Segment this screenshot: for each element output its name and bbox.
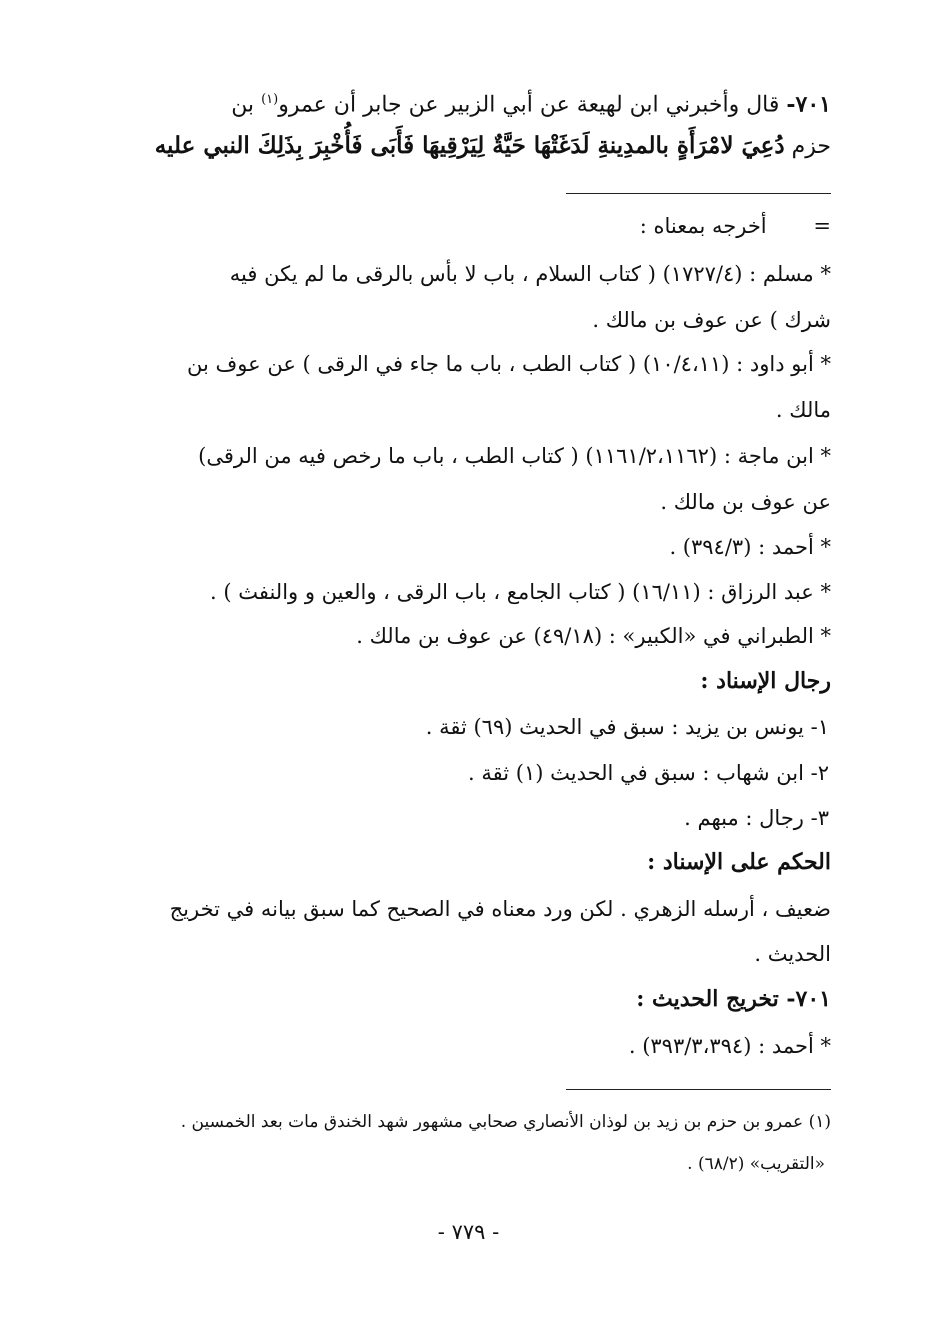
takhrij-entry-text: أحمد : (٣٩٤/٣) . <box>669 535 814 559</box>
takhrij2-heading: ٧٠١- تخريج الحديث : <box>636 986 831 1012</box>
bullet-mark: * <box>820 535 831 559</box>
takhrij2-entry-text: أحمد : (٣٩٣/٣،٣٩٤) . <box>628 1034 814 1058</box>
top-footnote-rule <box>566 193 831 194</box>
hadith-number: ٧٠١- <box>786 91 831 118</box>
hadith-line-2 <box>155 128 831 165</box>
takhrij-entry-text: الطبراني في «الكبير» : (٤٩/١٨) عن عوف بن مالك . <box>356 624 814 648</box>
takhrij-entry-muslim <box>230 258 831 290</box>
hadith-line-1-end: بن <box>231 92 262 118</box>
takhrij-entry-continuation: عن عوف بن مالك . <box>660 490 831 514</box>
takhrij-entry-text: مسلم : (١٧٢٧/٤) ( كتاب السلام ، باب لا بأس بالرقى ما لم يكن فيه <box>229 262 814 286</box>
bullet-mark: * <box>820 352 831 376</box>
takhrij-entry-abudawud-cont <box>776 394 831 426</box>
hukm-line-2: الحديث . <box>754 942 831 966</box>
footnote-line-1: (١) عمرو بن حزم بن زيد بن لوذان الأنصاري صحابي مشهور شهد الخندق مات بعد الخمسين . <box>180 1112 831 1132</box>
hadith-line-2-start: حزم <box>784 134 831 159</box>
takhrij2-entry <box>629 1030 831 1062</box>
takhrij-entry-ahmad <box>669 531 831 563</box>
takhrij-entry-continuation: مالك . <box>775 398 831 422</box>
page-number: - ٧٧٩ - <box>437 1220 500 1244</box>
takhrij-intro: أخرجه بمعناه : <box>639 214 767 238</box>
rijal-item-2: ٢- ابن شهاب : سبق في الحديث (١) ثقة . <box>468 761 829 785</box>
takhrij-entry-abudawud <box>187 348 831 380</box>
footnote-rule <box>566 1089 831 1090</box>
hadith-matn-quote: دُعِيَ لامْرَأَةٍ بالمدِينةِ لَدَغَتْهَا حَيَّةٌ لِيَرْقِيهَا فَأَبَى فَأُخْبِرَ بِذَلِكَ النبي عليه <box>154 132 785 159</box>
bullet-mark: * <box>820 262 831 286</box>
rijal-item-1: ١- يونس بن يزيد : سبق في الحديث (٦٩) ثقة . <box>425 715 829 739</box>
takhrij-entry-ibnmajah-cont <box>660 486 831 518</box>
footnote-line-2: «التقريب» (٦٨/٢) . <box>687 1154 825 1174</box>
takhrij-entry-ibnmajah <box>198 440 831 472</box>
takhrij-intro-line <box>640 210 831 242</box>
hukm-heading: الحكم على الإسناد : <box>647 849 831 875</box>
takhrij-entry-muslim-cont <box>592 304 831 336</box>
takhrij-entry-text: ابن ماجة : (١١٦١/٢،١١٦٢) ( كتاب الطب ، باب ما رخص فيه من الرقى) <box>198 444 814 468</box>
rijal-item-3: ٣- رجال : مبهم . <box>684 806 829 830</box>
hadith-isnad-text: قال وأخبرني ابن لهيعة عن أبي الزبير عن جابر أن عمرو <box>278 92 787 118</box>
bullet-mark: * <box>820 1034 831 1058</box>
hadith-line-1 <box>231 82 831 123</box>
takhrij-entry-text: أبو داود : (١٠/٤،١١) ( كتاب الطب ، باب ما جاء في الرقى ) عن عوف بن <box>187 352 814 376</box>
takhrij-entry-continuation: شرك ) عن عوف بن مالك . <box>592 308 831 332</box>
continuation-mark: = <box>813 214 831 238</box>
hukm-line-1: ضعيف ، أرسله الزهري . لكن ورد معناه في الصحيح كما سبق بيانه في تخريج <box>169 897 831 921</box>
takhrij-entry-abdulrazzaq <box>210 576 831 608</box>
takhrij-entry-tabarani <box>356 620 831 652</box>
rijal-heading: رجال الإسناد : <box>700 668 831 694</box>
bullet-mark: * <box>820 624 831 648</box>
bullet-mark: * <box>820 444 831 468</box>
bullet-mark: * <box>820 580 831 604</box>
takhrij-entry-text: عبد الرزاق : (١٦/١١) ( كتاب الجامع ، باب الرقى ، والعين و والنفث ) . <box>210 580 814 604</box>
footnote-reference: (١) <box>261 92 279 107</box>
